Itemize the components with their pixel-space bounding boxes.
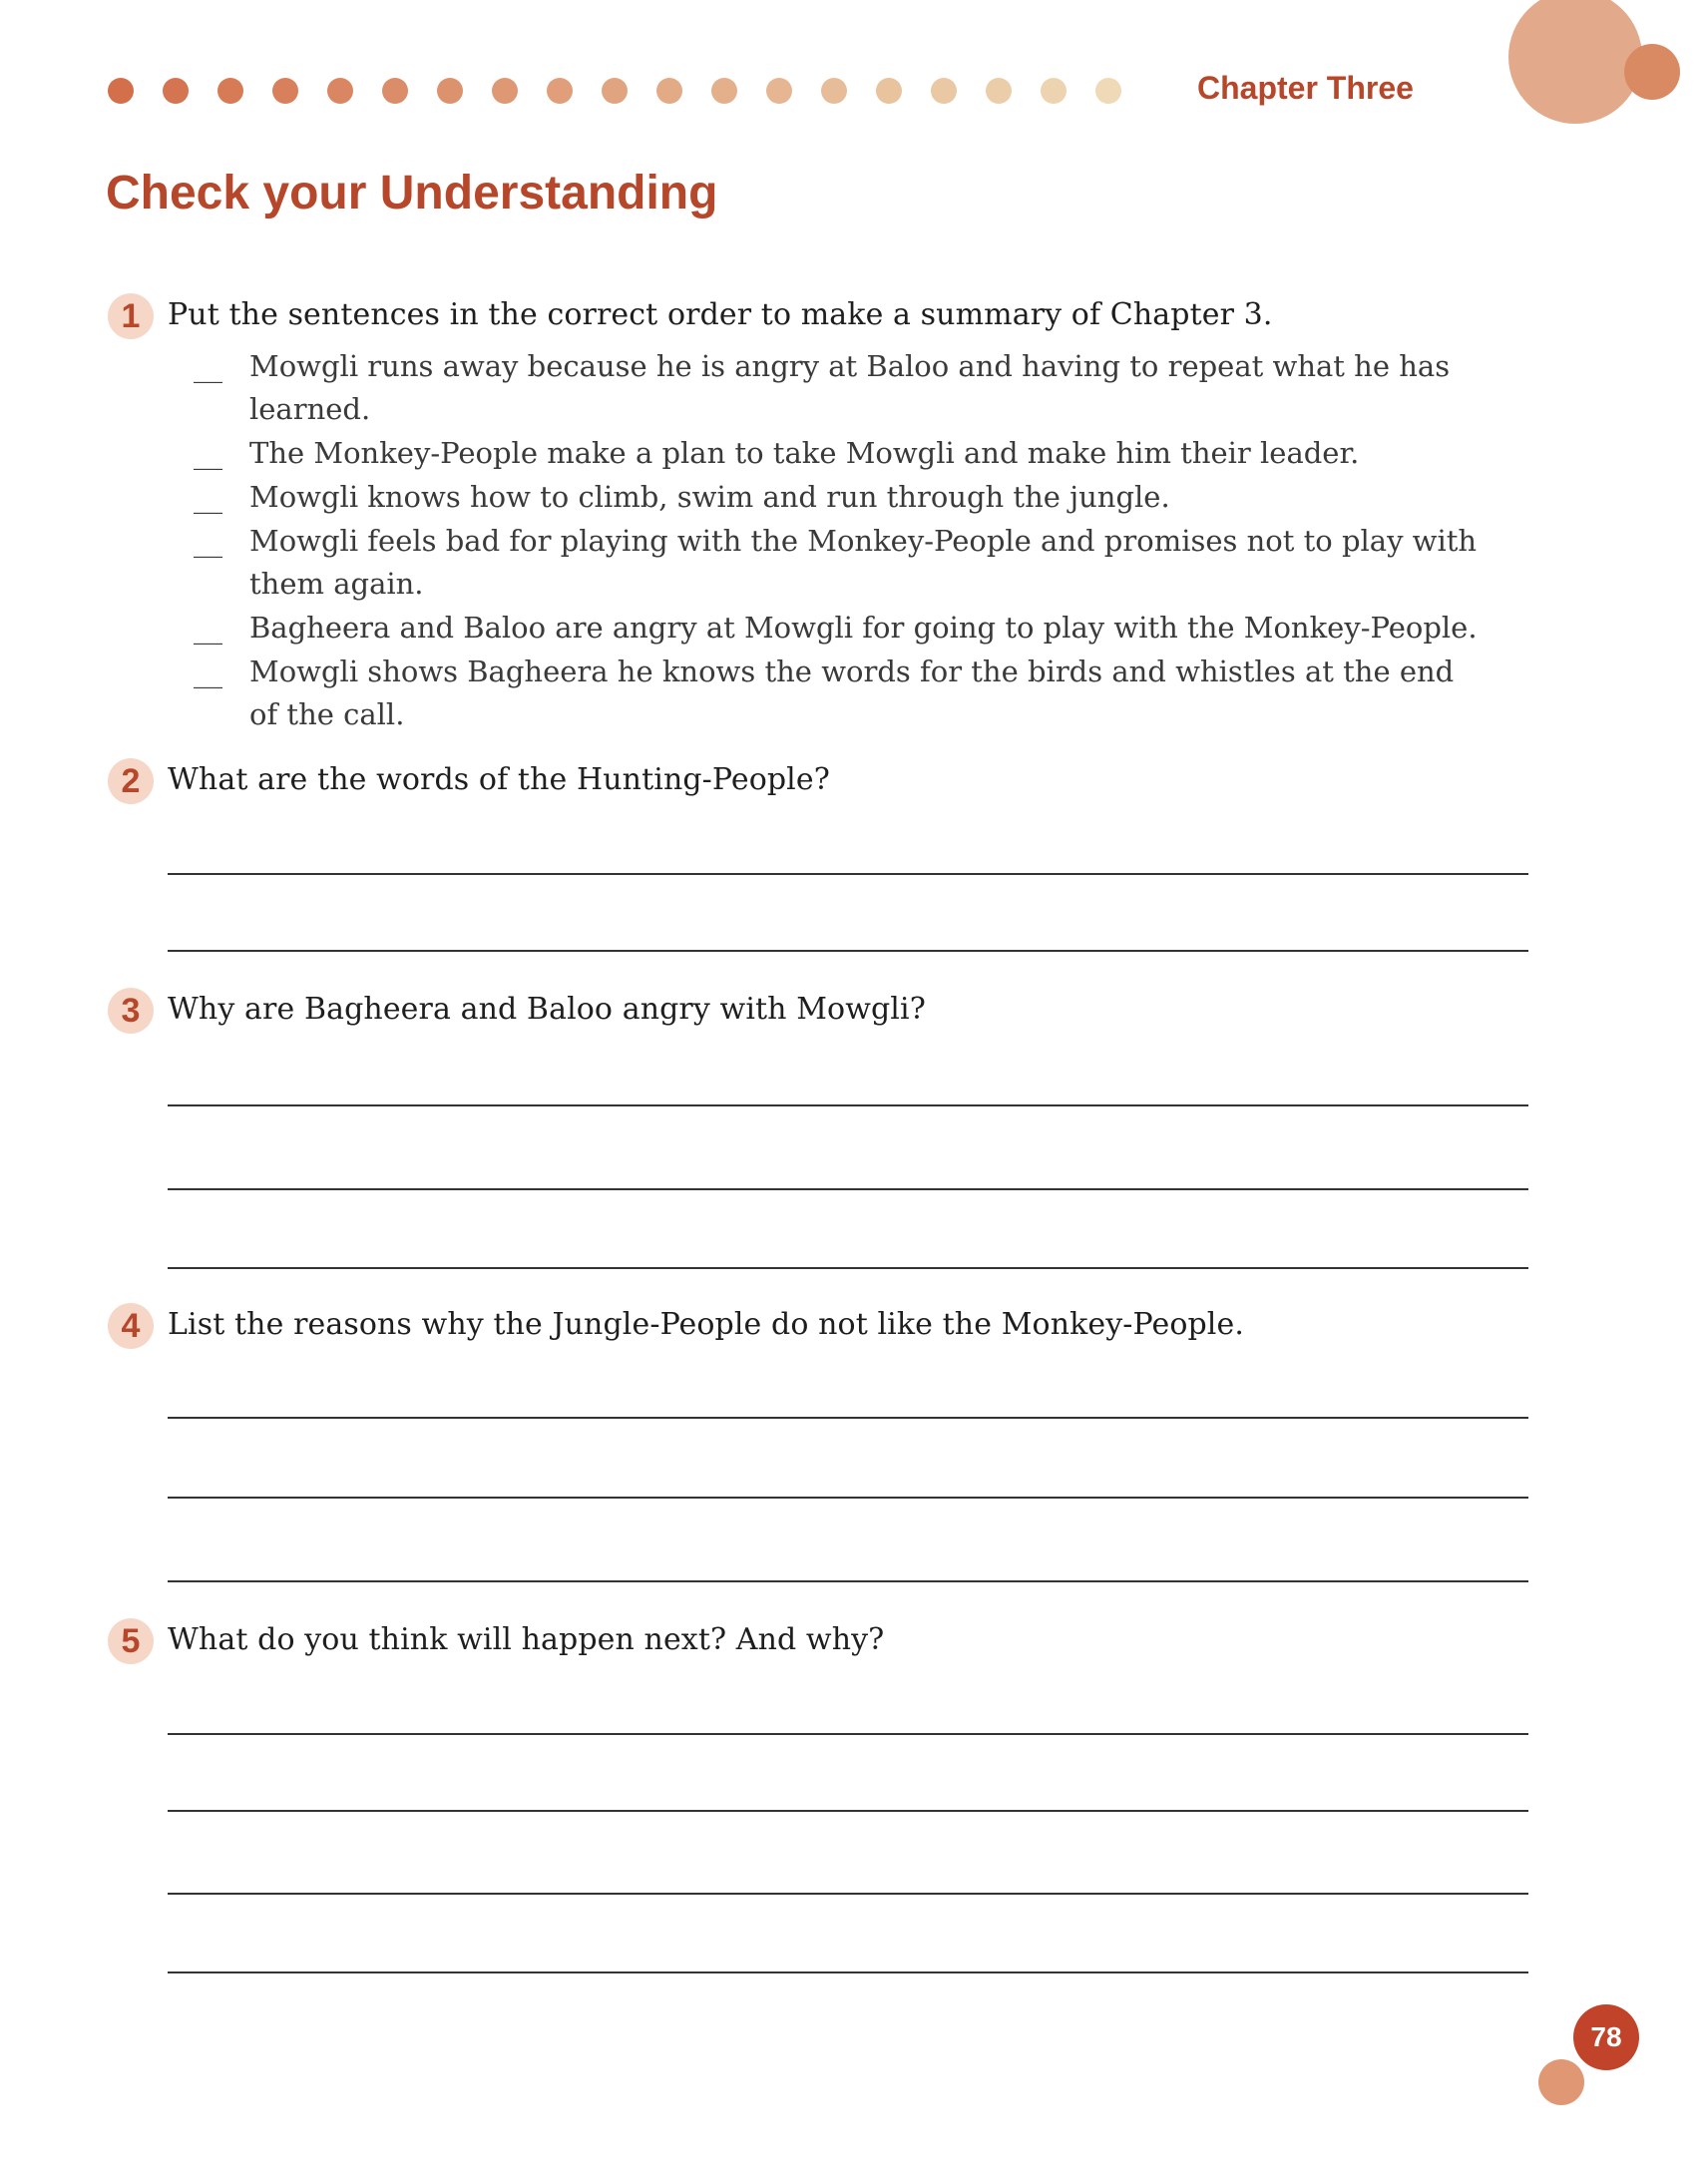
ordering-item: [194, 432, 1491, 476]
header-dot: [108, 78, 134, 104]
answer-line[interactable]: [168, 1497, 1528, 1499]
header-dot: [437, 78, 463, 104]
question-text: List the reasons why the Jungle-People do not like the Monkey-People.: [168, 1307, 1244, 1342]
answer-line[interactable]: [168, 1104, 1528, 1106]
header-dot: [711, 78, 737, 104]
header-dot: [821, 78, 847, 104]
question-text: Why are Bagheera and Baloo angry with Mowgli?: [168, 992, 926, 1027]
ordering-item-text: Bagheera and Baloo are angry at Mowgli for going to play with the Monkey-People.: [249, 611, 1478, 645]
ordering-item: [194, 651, 1491, 737]
header-dot: [1041, 78, 1067, 104]
header-dot: [382, 78, 408, 104]
ordering-item: [194, 476, 1491, 520]
header-dot: [602, 78, 628, 104]
ordering-item-text: Mowgli runs away because he is angry at Baloo and having to repeat what he has learned.: [249, 349, 1451, 426]
header-dot: [766, 78, 792, 104]
answer-line[interactable]: [168, 1417, 1528, 1419]
answer-line[interactable]: [168, 1971, 1528, 1973]
order-blank[interactable]: __: [194, 611, 222, 645]
page-number: 78: [1573, 2004, 1639, 2070]
question-number-badge: 5: [108, 1618, 154, 1664]
decorative-circle-large: [1508, 0, 1642, 124]
order-blank[interactable]: __: [194, 524, 222, 558]
header-dot: [163, 78, 189, 104]
ordering-item: [194, 345, 1491, 432]
answer-line[interactable]: [168, 1810, 1528, 1812]
header-dot: [656, 78, 682, 104]
question-number-badge: 1: [108, 293, 154, 339]
answer-line[interactable]: [168, 1580, 1528, 1582]
chapter-label: Chapter Three: [1197, 70, 1414, 106]
header-dot: [547, 78, 573, 104]
ordering-item-text: The Monkey-People make a plan to take Mowgli and make him their leader.: [249, 436, 1360, 470]
question-number-badge: 4: [108, 1303, 154, 1349]
ordering-item-text: Mowgli feels bad for playing with the Monkey-People and promises not to play with them again.: [249, 524, 1478, 601]
header-dot: [272, 78, 298, 104]
order-blank[interactable]: __: [194, 436, 222, 470]
header-dot: [492, 78, 518, 104]
answer-line[interactable]: [168, 950, 1528, 952]
answer-line[interactable]: [168, 873, 1528, 875]
order-blank[interactable]: __: [194, 349, 222, 383]
answer-line[interactable]: [168, 1893, 1528, 1895]
question-number-badge: 3: [108, 988, 154, 1034]
question-text: What do you think will happen next? And why?: [168, 1622, 885, 1657]
header-dot: [931, 78, 957, 104]
decorative-circle-small: [1624, 44, 1680, 100]
header-dot: [327, 78, 353, 104]
header-dot: [986, 78, 1012, 104]
ordering-item-text: Mowgli knows how to climb, swim and run through the jungle.: [249, 480, 1170, 514]
answer-line[interactable]: [168, 1733, 1528, 1735]
order-blank[interactable]: __: [194, 655, 222, 688]
header-dot-row: [108, 78, 1130, 108]
order-blank[interactable]: __: [194, 480, 222, 514]
question-number-badge: 2: [108, 758, 154, 804]
question-text: Put the sentences in the correct order to make a summary of Chapter 3.: [168, 297, 1273, 332]
answer-line[interactable]: [168, 1188, 1528, 1190]
header-dot: [876, 78, 902, 104]
question-text: What are the words of the Hunting-People?: [168, 762, 830, 797]
header-dot: [217, 78, 243, 104]
ordering-item-text: Mowgli shows Bagheera he knows the words for the birds and whistles at the end of the call.: [249, 655, 1455, 731]
header-dot: [1095, 78, 1121, 104]
ordering-item: [194, 607, 1491, 651]
answer-line[interactable]: [168, 1267, 1528, 1269]
ordering-item: [194, 520, 1491, 607]
page-title: Check your Understanding: [106, 167, 718, 219]
footer-decorative-dot: [1538, 2059, 1584, 2105]
ordering-list: [194, 345, 1491, 737]
